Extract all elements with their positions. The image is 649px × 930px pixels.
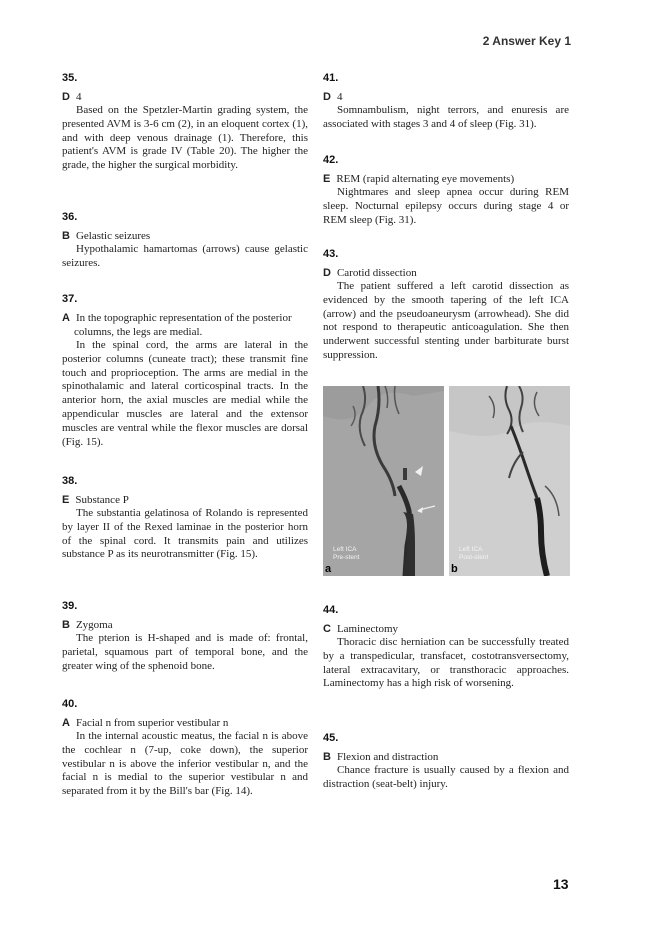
answer-choice xyxy=(62,90,308,104)
answer-choice xyxy=(323,172,569,186)
panel-a-caption xyxy=(333,546,359,562)
answer-letter: D xyxy=(62,91,70,103)
answer-choice xyxy=(62,618,308,632)
answer-letter: A xyxy=(62,717,70,729)
panel-b-caption-line1: Left ICA xyxy=(459,546,483,553)
answer-text: Gelastic seizures xyxy=(75,230,151,242)
answer-37 xyxy=(62,293,308,449)
question-number: 41. xyxy=(323,72,339,84)
explanation: The pterion is H-shaped and is made of: frontal, parietal, squamous part of temporal bone, and the greater wing of the sphenoid bone. xyxy=(62,632,308,672)
answer-letter: A xyxy=(62,312,70,324)
angiogram-panel-b xyxy=(449,386,570,576)
angiogram-panel-a xyxy=(323,386,444,576)
explanation: Thoracic disc herniation can be successfully treated by a transpedicular, transfacet, costotransversectomy, lateral extracavitary, or transthoracic approaches. Laminectomy has a high risk of worsening. xyxy=(323,636,569,690)
answer-letter: E xyxy=(62,494,70,506)
answer-text: Zygoma xyxy=(75,619,113,631)
explanation: Chance fracture is usually caused by a flexion and distraction (seat-belt) injury. xyxy=(323,764,569,790)
panel-b-caption-line2: Post-stent xyxy=(459,554,489,561)
question-number: 38. xyxy=(62,475,78,487)
answer-letter: D xyxy=(323,267,331,279)
question-number: 37. xyxy=(62,293,78,305)
answer-letter: B xyxy=(62,619,70,631)
question-number: 40. xyxy=(62,698,78,710)
answer-text: Carotid dissection xyxy=(336,267,417,279)
explanation: Hypothalamic hamartomas (arrows) cause gelastic seizures. xyxy=(62,243,308,269)
answer-choice xyxy=(62,311,308,339)
answer-40 xyxy=(62,698,308,799)
panel-a-caption-line1: Left ICA xyxy=(333,546,357,553)
answer-choice xyxy=(323,750,569,764)
answer-letter: B xyxy=(62,230,70,242)
answer-letter: C xyxy=(323,623,331,635)
answer-text: 4 xyxy=(336,91,343,103)
answer-41 xyxy=(323,72,569,132)
explanation: In the internal acoustic meatus, the facial n is above the cochlear n (7-up, coke down), the superior vestibular n is above the inferior vestibular n, and the facial n is medial to the superior vestibular n and separated from it by the Bill's bar (Fig. 14). xyxy=(62,730,308,798)
answer-38 xyxy=(62,475,308,562)
answer-text: Substance P xyxy=(75,494,129,506)
question-number: 42. xyxy=(323,154,339,166)
explanation: Based on the Spetzler-Martin grading system, the presented AVM is 3-6 cm (2), in an eloquent cortex (1), and with deep venous drainage (1). Therefore, this patient's AVM is grade IV (Table 20). The higher the grade, the higher the surgical morbidity. xyxy=(62,104,308,172)
answer-text: Facial n from superior vestibular n xyxy=(75,717,229,729)
answer-39 xyxy=(62,600,308,673)
question-number: 39. xyxy=(62,600,78,612)
question-number: 44. xyxy=(323,604,339,616)
answer-letter: D xyxy=(323,91,331,103)
question-number: 45. xyxy=(323,732,339,744)
answer-35 xyxy=(62,72,308,173)
explanation: In the spinal cord, the arms are lateral in the posterior columns (cuneate tract); these transmit fine touch and proprioception. The arms are medial in the spinothalamic and lateral corticospinal tracts. In the anterior horn, the axial muscles are medial while the appendicular muscles are lateral and the extensor muscles are ventral while the flexor muscles are dorsal (Fig. 15). xyxy=(62,339,308,448)
answer-choice xyxy=(62,229,308,243)
explanation: The patient suffered a left carotid dissection as evidenced by the smooth tapering of the left ICA (arrow) and the pseudoaneurysm (arrowhead). She did not respond to therapeutic anticoagulation. She then underwent successful stenting under barbiturate burst suppression. xyxy=(323,280,569,361)
question-number: 36. xyxy=(62,211,78,223)
answer-choice xyxy=(62,716,308,730)
panel-b-letter: b xyxy=(451,563,458,575)
answer-43 xyxy=(323,248,569,363)
question-number: 35. xyxy=(62,72,78,84)
answer-44 xyxy=(323,604,569,691)
answer-42 xyxy=(323,154,569,227)
answer-text: In the topographic representation of the posterior columns, the legs are medial. xyxy=(74,312,292,338)
answer-choice xyxy=(323,266,569,280)
answer-choice xyxy=(62,493,308,507)
answer-text: Laminectomy xyxy=(336,623,399,635)
running-header: 2 Answer Key 1 xyxy=(482,34,571,48)
explanation: Somnambulism, night terrors, and enuresis are associated with stages 3 and 4 of sleep (Fig. 31). xyxy=(323,104,569,130)
answer-text: 4 xyxy=(75,91,82,103)
answer-letter: B xyxy=(323,751,331,763)
panel-b-caption xyxy=(459,546,488,562)
answer-choice xyxy=(323,90,569,104)
explanation: Nightmares and sleep apnea occur during REM sleep. Nocturnal epilepsy occurs during stage 4 or REM sleep (Fig. 31). xyxy=(323,186,569,226)
answer-text: Flexion and distraction xyxy=(336,751,439,763)
answer-45 xyxy=(323,732,569,792)
answer-letter: E xyxy=(323,173,331,185)
page-number: 13 xyxy=(553,876,569,892)
angiogram-figure xyxy=(323,386,569,576)
answer-text: REM (rapid alternating eye movements) xyxy=(336,173,515,185)
panel-a-letter: a xyxy=(325,563,332,575)
answer-36 xyxy=(62,211,308,271)
answer-choice xyxy=(323,622,569,636)
question-number: 43. xyxy=(323,248,339,260)
explanation: The substantia gelatinosa of Rolando is represented by layer II of the Rexed laminae in the posterior horn of the spinal cord. It transmits pain and utilizes substance P as its neurotransmitter (Fig. 15). xyxy=(62,507,308,561)
panel-a-caption-line2: Pre-stent xyxy=(333,554,360,561)
